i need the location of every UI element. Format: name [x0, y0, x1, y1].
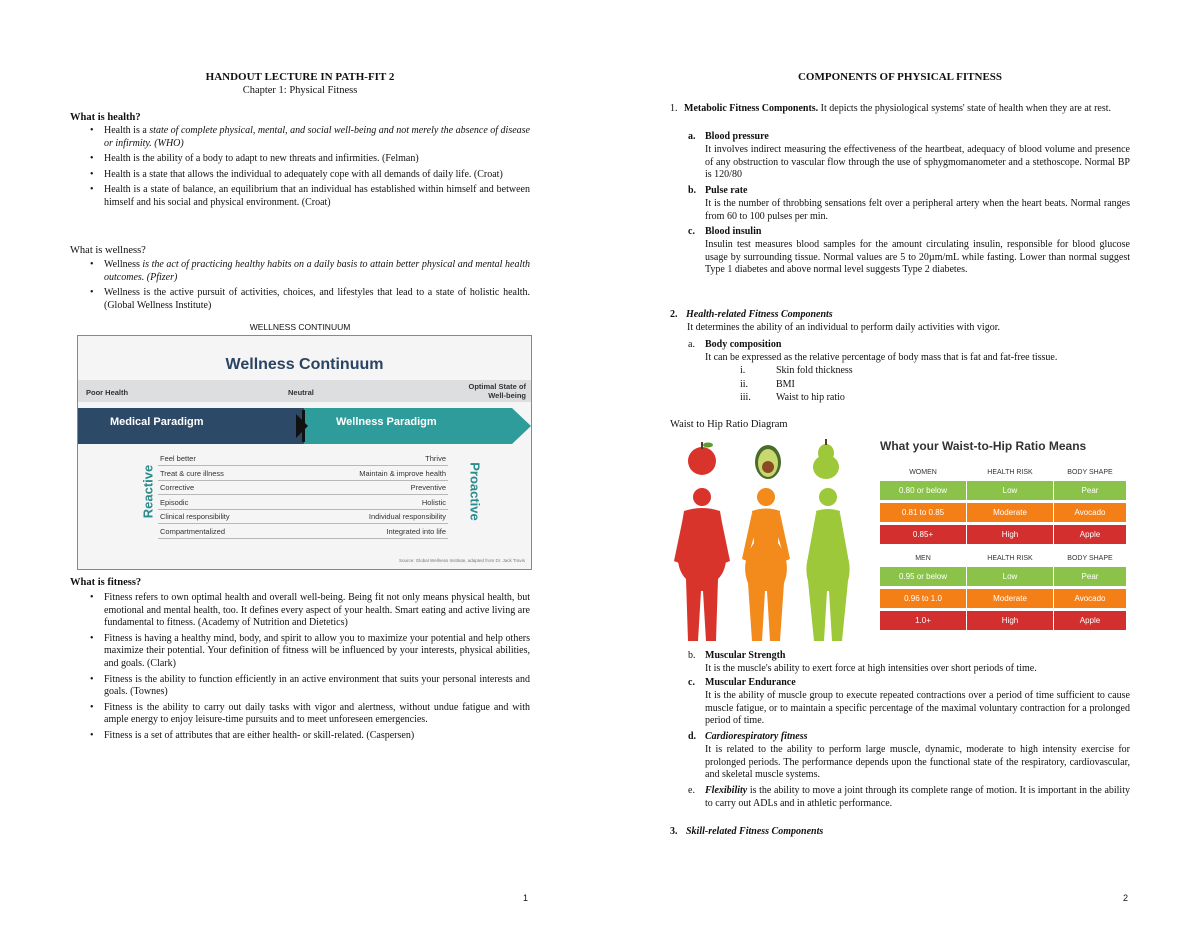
metabolic-section: 1. Metabolic Fitness Components. It depicts the physiological systems' state of health when they are at rest.	[670, 103, 1112, 114]
list-item: • Fitness is the ability to carry out daily tasks with vigor and alertness, without undue fatigue and with ample energy to enjoy leisure-time pursuits and to meet unforeseen emergencies.	[74, 702, 530, 727]
wc-optimal: Optimal State of Well-being	[468, 382, 526, 400]
whr-shape-header: BODY SHAPE	[1067, 469, 1113, 476]
pear-body-figure	[806, 488, 849, 641]
whr-risk-cell: High	[967, 611, 1053, 630]
body-composition-heading: Body composition	[705, 339, 782, 350]
whr-risk-cell: Moderate	[967, 589, 1053, 608]
wc-proactive-item: Integrated into life	[386, 526, 446, 536]
list-item: iii. Waist to hip ratio	[740, 392, 845, 403]
page-number: 1	[523, 893, 529, 903]
list-item: • Wellness is the active pursuit of activities, choices, and lifestyles that lead to a state of holistic health. (Global Wellness Institute)	[74, 287, 530, 312]
waist-hip-ratio-figure	[670, 431, 1133, 645]
list-item: • Fitness is the ability to function efficiently in an active environment that suits your personal interests and goals. (Townes)	[74, 674, 530, 699]
handout-title: HANDOUT LECTURE IN PATH-FIT 2	[205, 71, 395, 83]
whr-ratio-cell: 0.95 or below	[880, 567, 966, 586]
item-label: a.	[688, 131, 696, 142]
wc-row-divider	[158, 523, 448, 524]
wc-source: Source: Global Wellness Institute, adapted from Dr. Jack Travis	[399, 558, 525, 563]
wellness-figure-caption: WELLNESS CONTINUUM	[249, 322, 351, 332]
body-shape-illustration	[670, 431, 870, 645]
health-list	[74, 125, 530, 213]
wc-reactive-item: Clinical responsibility	[160, 512, 230, 521]
whr-shape-cell: Apple	[1054, 525, 1126, 544]
wc-proactive-item: Thrive	[425, 454, 446, 463]
whr-shape-cell: Apple	[1054, 611, 1126, 630]
whr-ratio-cell: 0.80 or below	[880, 481, 966, 500]
whr-shape-header: BODY SHAPE	[1067, 555, 1113, 562]
blood-insulin-heading: Blood insulin	[705, 226, 762, 237]
wc-reactive: Reactive	[140, 464, 156, 519]
wc-proactive-item: Maintain & improve health	[359, 468, 446, 478]
whr-shape-cell: Pear	[1054, 567, 1126, 586]
whr-risk-cell: High	[967, 525, 1053, 544]
wc-proactive-item: Preventive	[410, 483, 446, 492]
avocado-body-figure	[742, 488, 790, 641]
whr-ratio-cell: 1.0+	[880, 611, 966, 630]
page-number: 2	[1123, 893, 1129, 903]
blood-pressure-heading: Blood pressure	[705, 131, 769, 142]
whr-shape-cell: Avocado	[1054, 503, 1126, 522]
wellness-continuum-figure	[77, 335, 532, 570]
apple-icon	[688, 442, 716, 475]
item-label: d.	[688, 731, 697, 742]
list-item: • Health is a state of balance, an equilibrium that an individual has established within himself and between himself and his social and physical environment. (Croat)	[74, 184, 530, 209]
fitness-list	[74, 592, 530, 746]
whr-ratio-cell: 0.96 to 1.0	[880, 589, 966, 608]
wellness-heading: What is wellness?	[70, 245, 146, 256]
wc-row-divider	[158, 465, 448, 466]
chapter-subtitle: Chapter 1: Physical Fitness	[242, 85, 358, 96]
whr-ratio-cell: 0.85+	[880, 525, 966, 544]
wc-row-divider	[158, 494, 448, 495]
item-label: b.	[688, 185, 697, 196]
list-item: • Fitness is a set of attributes that are either health- or skill-related. (Caspersen)	[74, 730, 530, 743]
pear-icon	[813, 439, 839, 479]
wc-reactive-item: Feel better	[160, 454, 196, 463]
wc-row-divider	[158, 538, 448, 539]
wc-row-divider	[158, 509, 448, 510]
item-label: c.	[688, 226, 695, 237]
list-item: • Fitness is having a healthy mind, body, and spirit to allow you to maximize your potential and help others maximize their potential. Your definition of fitness will be influenced by your interests, physical abilities, and goals. (Clark)	[74, 633, 530, 671]
muscular-strength-heading: Muscular Strength	[705, 650, 786, 661]
whr-risk-header: HEALTH RISK	[987, 555, 1033, 562]
cardiorespiratory-text: It is related to the ability to perform large muscle, dynamic, moderate to high intensity exercise for prolonged periods. The performance depends upon the functional state of the respiratory, cardiovascular, and skeletal muscle systems.	[705, 744, 1130, 781]
whr-shape-cell: Avocado	[1054, 589, 1126, 608]
health-related-text: It determines the ability of an individual to perform daily activities with vigor.	[687, 322, 1000, 333]
pulse-rate-heading: Pulse rate	[705, 185, 748, 196]
whr-table-title: What your Waist-to-Hip Ratio Means	[880, 439, 1087, 453]
wc-reactive-item: Treat & cure illness	[160, 468, 224, 478]
cardiorespiratory-heading: Cardiorespiratory fitness	[705, 731, 808, 742]
wellness-list	[74, 259, 530, 315]
muscular-endurance-text: It is the ability of muscle group to execute repeated contractions over a period of time sufficient to cause muscle fatigue, or to maintain a specific percentage of the maximal voluntary contraction for a prolonged period of time.	[705, 690, 1130, 727]
list-item: • Wellness is the act of practicing healthy habits on a daily basis to attain better physical and mental health outcomes. (Pfizer)	[74, 259, 530, 284]
list-item: ii. BMI	[740, 378, 795, 390]
whr-ratio-cell: 0.81 to 0.85	[880, 503, 966, 522]
list-item: i. Skin fold thickness	[740, 365, 853, 376]
whr-group-header: MEN	[915, 555, 931, 562]
body-composition-text: It can be expressed as the relative percentage of body mass that is fat and fat-free tissue.	[705, 352, 1058, 363]
pulse-rate-text: It is the number of throbbing sensations felt over a peripheral artery when the heart beats. Normal ranges from 60 to 100 pulses per min.	[705, 198, 1130, 222]
avocado-icon	[755, 445, 781, 479]
list-item: • Health is a state that allows the individual to adequately cope with all demands of daily life. (Croat)	[74, 169, 530, 182]
muscular-endurance-heading: Muscular Endurance	[705, 677, 796, 688]
list-item: • Health is a state of complete physical, mental, and social well-being and not merely the absence of disease or infirmity. (WHO)	[74, 125, 530, 150]
wc-row-divider	[158, 480, 448, 481]
health-heading: What is health?	[70, 112, 141, 123]
whr-shape-cell: Pear	[1054, 481, 1126, 500]
wc-proactive-item: Holistic	[421, 497, 446, 507]
components-title: COMPONENTS OF PHYSICAL FITNESS	[797, 71, 1003, 83]
blood-insulin-text: Insulin test measures blood samples for the amount circulating insulin, responsible for blood glucose usage by surrounding tissue. Normal values are 5 to 20µm/mL while fasting. Lower than normal suggest Type 1 diabetes and above normal level suggests Type 2 diabetes.	[705, 239, 1130, 276]
item-label: a.	[688, 339, 695, 350]
wc-neutral: Neutral	[288, 388, 314, 397]
wc-poor-health: Poor Health	[86, 388, 129, 397]
apple-body-figure	[674, 488, 730, 641]
wc-title: Wellness Continuum	[225, 356, 384, 373]
wc-proactive-item: Individual responsibility	[368, 512, 446, 521]
health-related-section: 2. Health-related Fitness Components	[670, 309, 833, 320]
item-label: b.	[688, 650, 696, 661]
whr-risk-header: HEALTH RISK	[987, 469, 1033, 476]
wc-proactive: Proactive	[467, 462, 483, 521]
wc-medical-paradigm: Medical Paradigm	[110, 416, 204, 428]
skill-related-section: 3. Skill-related Fitness Components	[670, 826, 824, 837]
whr-group-header: WOMEN	[909, 469, 937, 476]
list-item: • Fitness refers to own optimal health and overall well-being. Being fit not only means physical health, but emotional and mental health, too. It defines every aspect of your health. Smart eating and active living are fundamental to fitness. (Academy of Nutrition and Dietetics)	[74, 592, 530, 630]
wc-reactive-item: Corrective	[160, 483, 195, 492]
right-page	[600, 0, 1200, 927]
whr-risk-cell: Low	[967, 481, 1053, 500]
blood-pressure-text: It involves indirect measuring the effectiveness of the heartbeat, adequacy of blood volume and presence of any obstruction to vascular flow through the use of sphygmomanometer and a stethoscope. Normal BP is 120/80	[705, 144, 1130, 181]
fitness-heading: What is fitness?	[70, 577, 142, 588]
wc-reactive-item: Episodic	[160, 497, 189, 507]
wc-reactive-item: Compartmentalized	[160, 526, 226, 536]
flexibility-paragraph: Flexibility is the ability to move a joint through its complete range of motion. It is important in the ability to carry out ADLs and in athletic performance.	[705, 785, 1130, 809]
muscular-strength-text: It is the muscle's ability to exert force at high intensities over short periods of time.	[705, 663, 1037, 674]
item-label: c.	[688, 677, 695, 688]
whr-caption: Waist to Hip Ratio Diagram	[670, 419, 788, 430]
whr-risk-cell: Moderate	[967, 503, 1053, 522]
whr-risk-cell: Low	[967, 567, 1053, 586]
wc-wellness-paradigm: Wellness Paradigm	[336, 416, 437, 428]
item-label: e.	[688, 785, 695, 796]
list-item: • Health is the ability of a body to adapt to new threats and infirmities. (Felman)	[74, 153, 530, 166]
